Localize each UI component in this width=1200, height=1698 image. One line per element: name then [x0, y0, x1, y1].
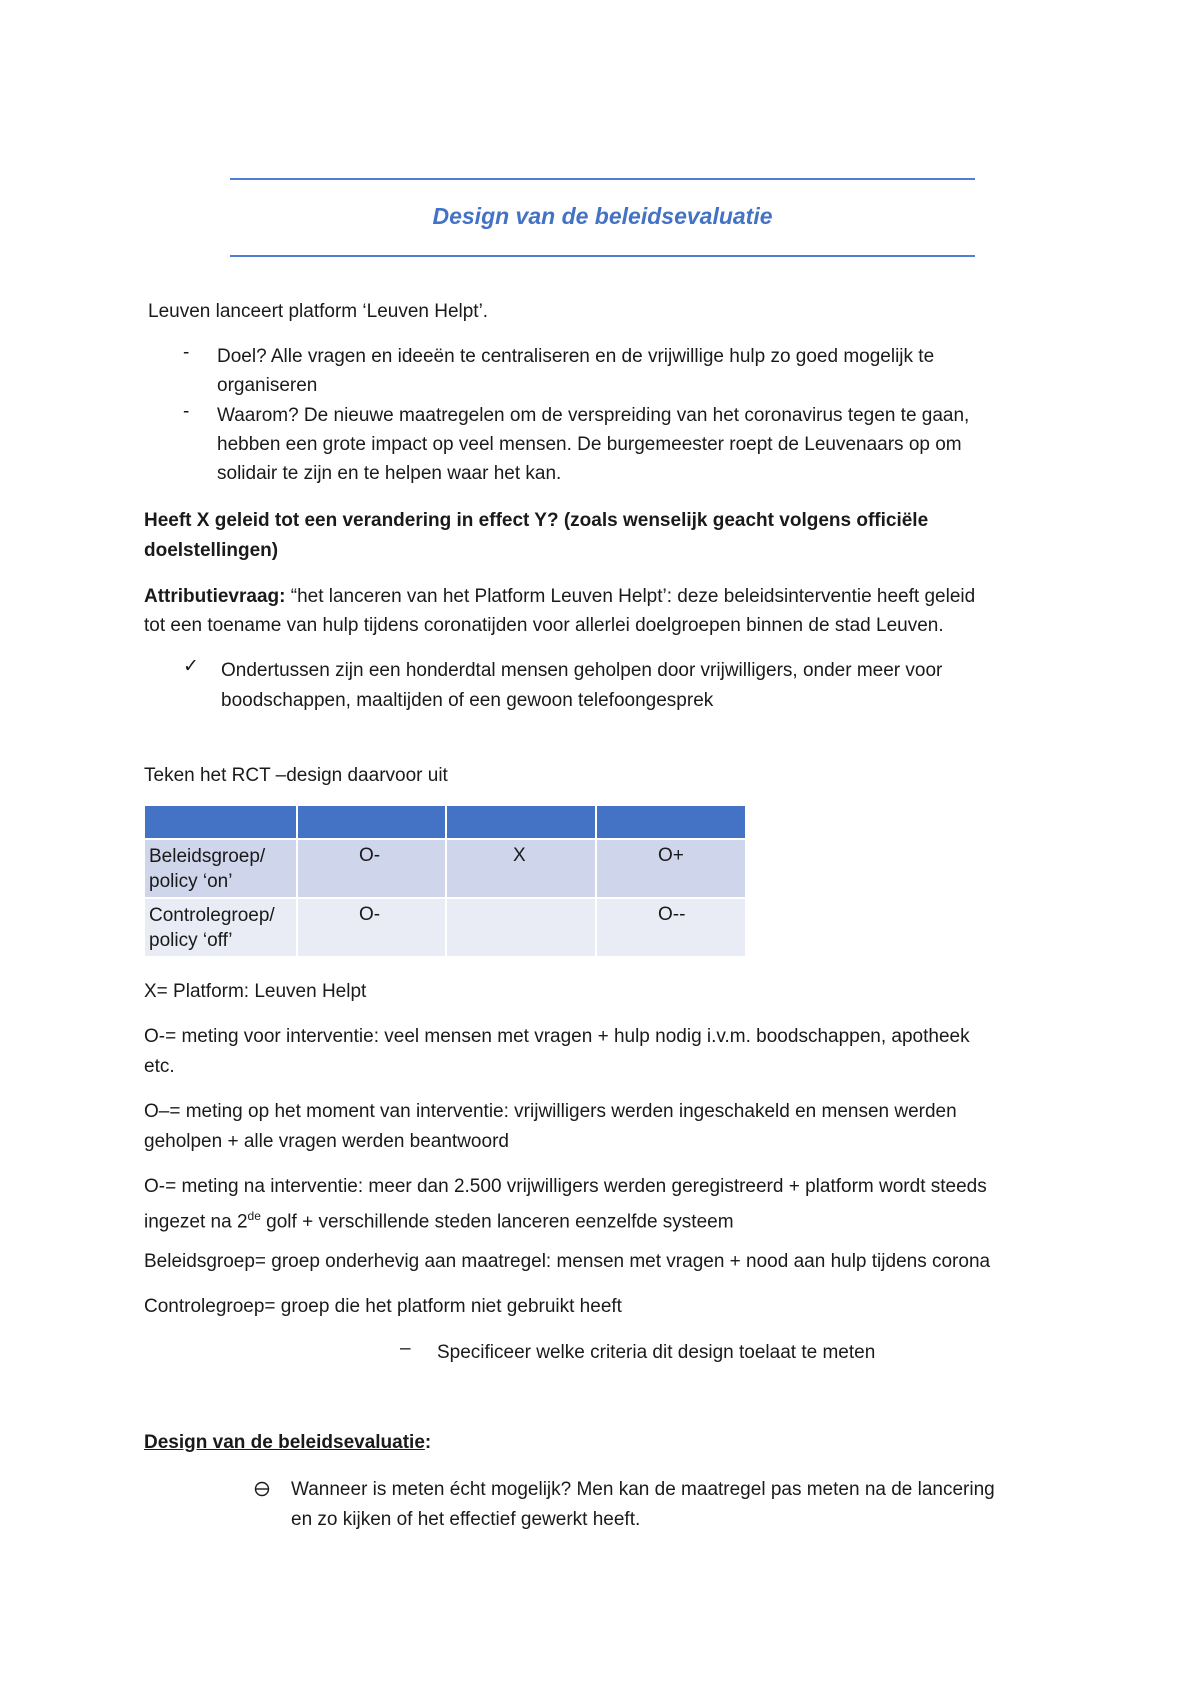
group-name: Beleidsgroep/: [149, 846, 266, 867]
definition-x: X= Platform: Leuven Helpt: [144, 981, 367, 1002]
title-rule-top: [230, 178, 975, 180]
pretest-value: O-: [359, 904, 381, 925]
bullet-waarom-line1: Waarom? De nieuwe maatregelen om de verspreiding van het coronavirus tegen te gaan,: [217, 405, 970, 426]
group-policy: policy ‘off’: [149, 930, 233, 951]
pretest-cell: [297, 839, 446, 898]
attribution-line1: [144, 582, 975, 611]
bullet-waarom-line2: hebben een grote impact op veel mensen. De burgemeester roept de Leuvenaars op om: [217, 434, 962, 455]
table-intro: Teken het RCT –design daarvoor uit: [144, 765, 448, 786]
definition-o-minus-line2: etc.: [144, 1056, 175, 1077]
group-cell: [145, 898, 297, 957]
table-header-row: [145, 806, 746, 839]
bullet-waarom-line3: solidair te zijn en te helpen waar het kan.: [217, 463, 562, 484]
intro-text: Leuven lanceert platform ‘Leuven Helpt’.: [148, 301, 489, 322]
definition-o-minus-line1: O-= meting voor interventie: veel mensen met vragen + hulp nodig i.v.m. boodschappen, apotheek: [144, 1026, 970, 1047]
question-line2: doelstellingen): [144, 540, 279, 561]
table-row: [145, 898, 746, 957]
bullet-doel-line1: Doel? Alle vragen en ideeën te centraliseren en de vrijwillige hulp zo goed mogelijk te: [217, 346, 935, 367]
posttest-value: O--: [658, 904, 686, 925]
specify-text: Specificeer welke criteria dit design toelaat te meten: [437, 1342, 876, 1363]
group-policy: policy ‘on’: [149, 871, 233, 892]
bullet-marker: -: [183, 342, 190, 363]
check-line2: boodschappen, maaltijden of een gewoon telefoongesprek: [221, 690, 714, 711]
header-cell: [297, 806, 446, 839]
posttest-cell: [596, 898, 746, 957]
bullet-doel-line2: organiseren: [217, 375, 318, 396]
posttest-value: O+: [658, 845, 684, 866]
group-name: Controlegroep/: [149, 905, 275, 926]
rct-design-table: [145, 806, 747, 958]
circle-minus-icon: [254, 1481, 270, 1497]
treatment-value: [447, 899, 595, 904]
section-heading-text: Design van de beleidsevaluatie: [144, 1432, 425, 1453]
definition-o-na-line1: O-= meting na interventie: meer dan 2.500 vrijwilligers werden geregistreerd + platform wordt steeds: [144, 1176, 987, 1197]
table-row: [145, 839, 746, 898]
treatment-cell: [446, 898, 596, 957]
definition-o-dash-line2: geholpen + alle vragen werden beantwoord: [144, 1131, 509, 1152]
bullet-marker: -: [183, 401, 190, 422]
title-rule-bottom: [230, 255, 975, 257]
specify-dash: –: [400, 1338, 411, 1359]
definition-o-na-text-b: golf + verschillende steden lanceren eenzelfde systeem: [260, 1211, 734, 1233]
question-line1: Heeft X geleid tot een verandering in effect Y? (zoals wenselijk geacht volgens officiële: [144, 510, 929, 531]
pretest-cell: [297, 898, 446, 957]
definition-o-na-sup: de: [247, 1209, 261, 1223]
header-cell: [145, 806, 297, 839]
checkmark-icon: ✓: [183, 656, 199, 677]
final-line1: Wanneer is meten écht mogelijk? Men kan de maatregel pas meten na de lancering: [291, 1479, 995, 1500]
page-title: Design van de beleidsevaluatie: [432, 203, 773, 229]
pretest-value: O-: [359, 845, 381, 866]
treatment-value: X: [513, 845, 526, 866]
treatment-cell: [446, 839, 596, 898]
section-heading-colon: :: [424, 1432, 432, 1453]
definition-o-dash-line1: O–= meting op het moment van interventie: vrijwilligers werden ingeschakeld en mensen werden: [144, 1101, 957, 1122]
header-cell: [446, 806, 596, 839]
definition-o-na-text-a: ingezet na 2: [144, 1211, 248, 1233]
definition-controlegroep: Controlegroep= groep die het platform niet gebruikt heeft: [144, 1296, 622, 1317]
definition-o-na-line2: [144, 1202, 734, 1236]
header-cell: [596, 806, 746, 839]
attribution-label: Attributievraag:: [144, 586, 286, 607]
check-line1: Ondertussen zijn een honderdtal mensen geholpen door vrijwilligers, onder meer voor: [221, 660, 943, 681]
group-cell: [145, 839, 297, 898]
section-heading: [144, 1428, 431, 1457]
definition-beleidsgroep: Beleidsgroep= groep onderhevig aan maatregel: mensen met vragen + nood aan hulp tijdens corona: [144, 1251, 991, 1272]
final-line2: en zo kijken of het effectief gewerkt heeft.: [291, 1509, 641, 1530]
attribution-line2: tot een toename van hulp tijdens coronatijden voor allerlei doelgroepen binnen de stad Leuven.: [144, 615, 944, 636]
posttest-cell: [596, 839, 746, 898]
attribution-text: “het lanceren van het Platform Leuven Helpt’: deze beleidsinterventie heeft geleid: [285, 586, 976, 607]
